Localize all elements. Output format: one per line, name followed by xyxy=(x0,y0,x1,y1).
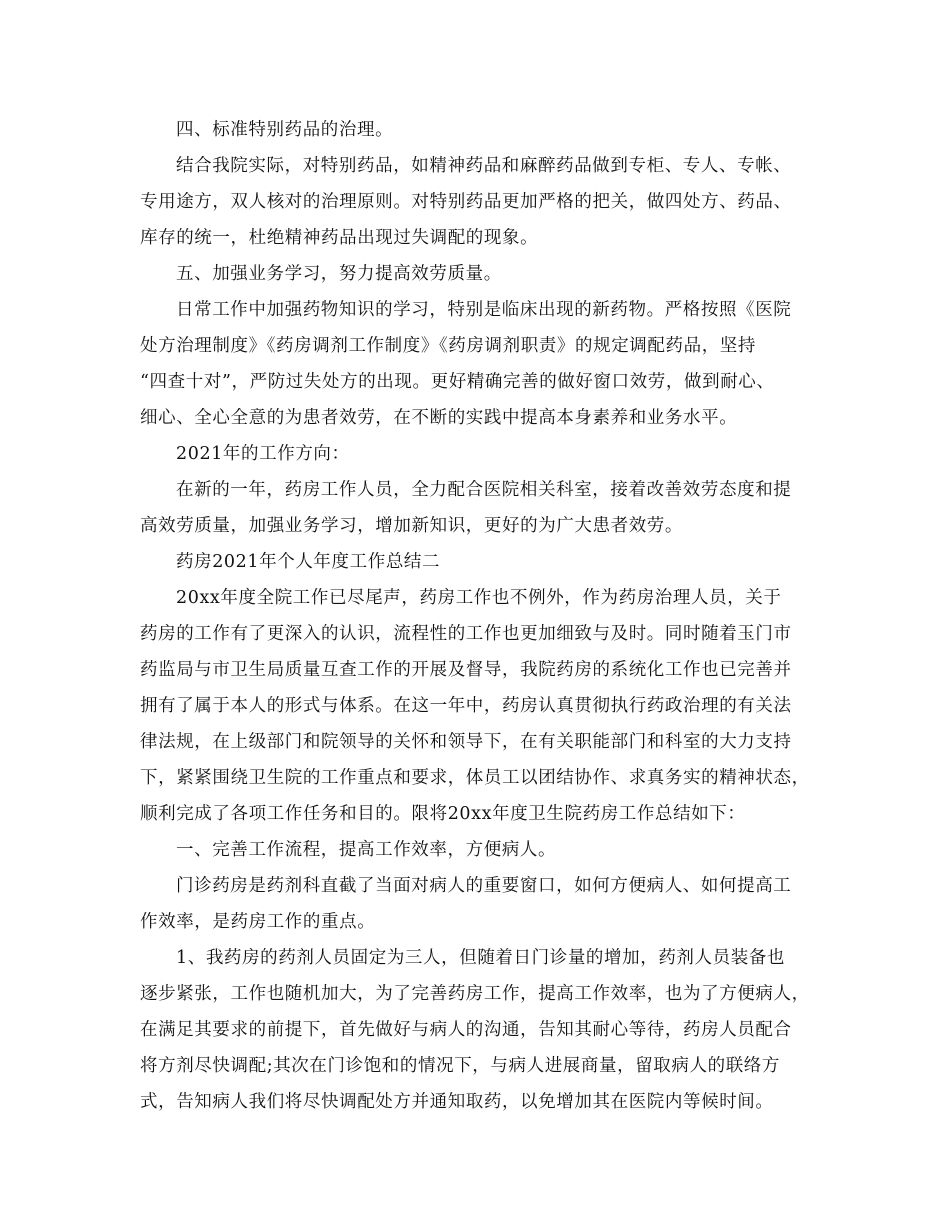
section-heading: 一、完善工作流程，提高工作效率，方便病人。 xyxy=(176,840,557,860)
paragraph-line: 库存的统一，杜绝精神药品出现过失调配的现象。 xyxy=(140,228,539,248)
paragraph-line: 在满足其要求的前提下，首先做好与病人的沟通，告知其耐心等待，药房人员配合 xyxy=(140,1020,792,1040)
paragraph-line: 拥有了属于本人的形式与体系。在这一年中，药房认真贯彻执行药政治理的有关法 xyxy=(140,696,792,716)
paragraph-line: 下，紧紧围绕卫生院的工作重点和要求，体员工以团结协作、求真务实的精神状态， xyxy=(140,768,810,788)
paragraph-line: 1、我药房的药剂人员固定为三人，但随着日门诊量的增加，药剂人员装备也 xyxy=(176,948,786,968)
paragraph-line: 20xx年度全院工作已尽尾声，药房工作也不例外，作为药房治理人员，关于 xyxy=(176,588,782,608)
section-heading: 2021年的工作方向： xyxy=(176,444,350,464)
paragraph-line: 细心、全心全意的为患者效劳，在不断的实践中提高本身素养和业务水平。 xyxy=(140,408,738,428)
paragraph-line: 逐步紧张，工作也随机加大，为了完善药房工作，提高工作效率，也为了方便病人， xyxy=(140,984,810,1004)
paragraph-line: 律法规，在上级部门和院领导的关怀和领导下，在有关职能部门和科室的大力支持 xyxy=(140,732,792,752)
paragraph-line: “四查十对”，严防过失处方的出现。更好精确完善的做好窗口效劳，做到耐心、 xyxy=(140,372,775,392)
paragraph-line: 式，告知病人我们将尽快调配处方并通知取药，以免增加其在医院内等候时间。 xyxy=(140,1092,774,1112)
paragraph-line: 顺利完成了各项工作任务和目的。限将20xx年度卫生院药房工作总结如下： xyxy=(140,804,746,824)
paragraph-line: 结合我院实际，对特别药品，如精神药品和麻醉药品做到专柜、专人、专帐、 xyxy=(176,156,792,176)
paragraph-line: 门诊药房是药剂科直截了当面对病人的重要窗口，如何方便病人、如何提高工 xyxy=(176,876,792,896)
paragraph-line: 作效率，是药房工作的重点。 xyxy=(140,912,376,932)
paragraph-line: 专用途方，双人核对的治理原则。对特别药品更加严格的把关，做四处方、药品、 xyxy=(140,192,792,212)
paragraph-line: 在新的一年，药房工作人员，全力配合医院相关科室，接着改善效劳态度和提 xyxy=(176,480,792,500)
section-heading: 四、标准特别药品的治理。 xyxy=(176,120,394,140)
paragraph-line: 高效劳质量，加强业务学习，增加新知识，更好的为广大患者效劳。 xyxy=(140,516,683,536)
paragraph-line: 药房的工作有了更深入的认识，流程性的工作也更加细致与及时。同时随着玉门市 xyxy=(140,624,792,644)
paragraph-line: 将方剂尽快调配;其次在门诊饱和的情况下，与病人进展商量，留取病人的联络方 xyxy=(140,1056,780,1076)
paragraph-line: 日常工作中加强药物知识的学习，特别是临床出现的新药物。严格按照《医院 xyxy=(176,300,792,320)
section-title: 药房2021年个人年度工作总结二 xyxy=(176,552,441,572)
paragraph-line: 药监局与市卫生局质量互查工作的开展及督导，我院药房的系统化工作也已完善并 xyxy=(140,660,792,680)
paragraph-line: 处方治理制度》《药房调剂工作制度》《药房调剂职责》的规定调配药品，坚持 xyxy=(140,336,756,356)
section-heading: 五、加强业务学习，努力提高效劳质量。 xyxy=(176,264,502,284)
